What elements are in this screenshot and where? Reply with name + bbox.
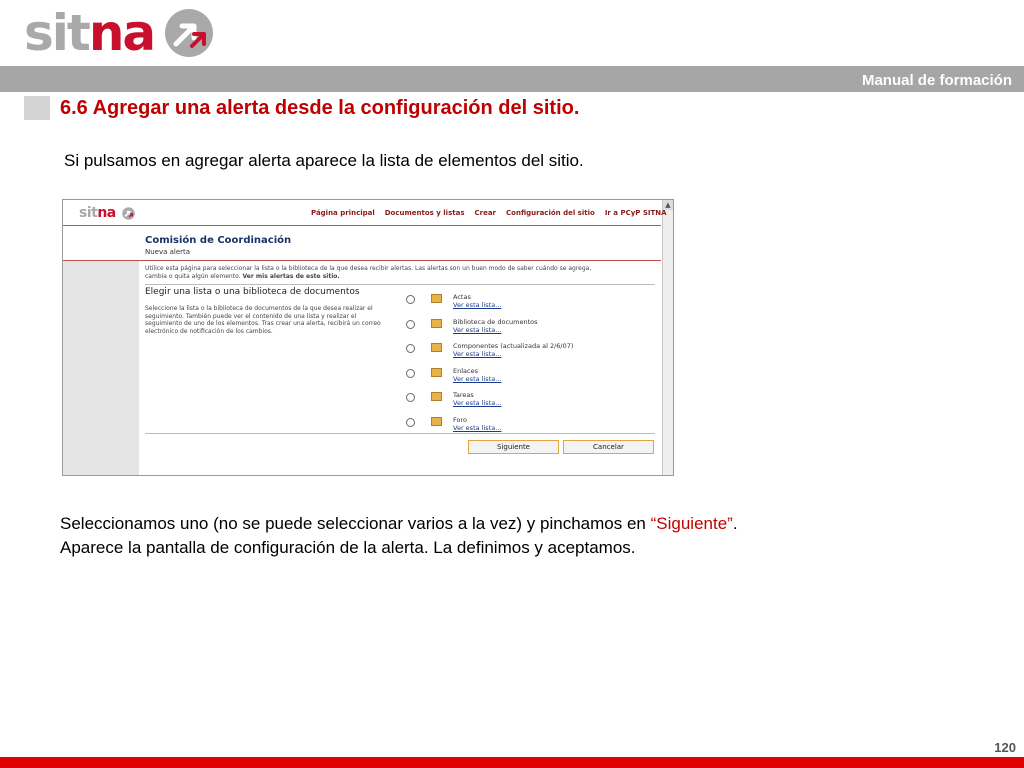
- screenshot-logo-arrow-icon: [122, 207, 135, 220]
- list-name: Componentes (actualizada al 2/6/07): [453, 342, 574, 350]
- instructions-text: [60, 512, 738, 560]
- view-list-link[interactable]: Ver esta lista...: [453, 301, 502, 309]
- view-list-link[interactable]: Ver esta lista...: [453, 423, 502, 432]
- list-radio[interactable]: [406, 393, 415, 402]
- my-alerts-link[interactable]: Ver mis alertas de este sitio.: [242, 273, 340, 280]
- links-icon: [431, 368, 442, 377]
- intro-text: Si pulsamos en agregar alerta aparece la lista de elementos del sitio.: [64, 151, 584, 170]
- section-divider: [145, 284, 655, 285]
- footer-bar: [0, 757, 1024, 768]
- buttons-divider: [145, 433, 655, 434]
- sitna-logo: [24, 4, 214, 62]
- list-radio[interactable]: [406, 344, 415, 353]
- page-number: 120: [994, 740, 1016, 755]
- screenshot-logo: sitna: [79, 205, 135, 221]
- list-name: Enlaces: [453, 366, 478, 375]
- header-band: [0, 66, 1024, 92]
- screenshot-left-panel: [63, 260, 139, 475]
- embedded-screenshot: [62, 199, 674, 476]
- page-subtitle: Nueva alerta: [145, 248, 191, 256]
- nav-documents-link[interactable]: Documentos y listas: [384, 209, 465, 217]
- nav-divider: [63, 225, 661, 226]
- view-list-link[interactable]: Ver esta lista...: [453, 350, 502, 358]
- logo-text: sitna: [24, 4, 155, 62]
- screenshot-top-nav: [311, 209, 667, 217]
- nav-site-settings-link[interactable]: Configuración del sitio: [506, 209, 595, 217]
- section-description: Seleccione la lista o la biblioteca de documentos de la que desea realizar el seguimiento. También puede ver el contenido de una lista y realizar el seguimiento de uno de los elementos. Tras crear una alerta, recibirá un correo electrónico de notificación de los cambios.: [145, 305, 381, 335]
- scroll-up-icon[interactable]: ▲: [663, 200, 673, 210]
- list-name: Actas: [453, 293, 471, 301]
- document-library-icon: [431, 319, 442, 328]
- view-list-link[interactable]: Ver esta lista...: [453, 325, 502, 334]
- slide-title: 6.6 Agregar una alerta desde la configuración del sitio.: [60, 97, 580, 119]
- nav-pcyp-link[interactable]: Ir a PCyP SITNA: [604, 209, 667, 217]
- next-button[interactable]: Siguiente: [468, 440, 559, 454]
- list-radio[interactable]: [406, 320, 415, 329]
- instructions-line-2: Aparece la pantalla de configuración de la alerta. La definimos y aceptamos.: [60, 538, 636, 557]
- document-library-icon: [431, 294, 442, 303]
- nav-home-link[interactable]: Página principal: [311, 209, 375, 217]
- logo-arrow-icon: [164, 8, 214, 58]
- screenshot-scrollbar[interactable]: [662, 200, 673, 475]
- instructions-line-1: Seleccionamos uno (no se puede seleccionar varios a la vez) y pinchamos en “Siguiente”.: [60, 514, 738, 533]
- list-name: Foro: [453, 415, 467, 424]
- screenshot-page-header: [145, 235, 291, 256]
- manual-label: Manual de formación: [861, 72, 1012, 89]
- section-title: Elegir una lista o una biblioteca de documentos: [145, 287, 360, 297]
- header-divider: [63, 260, 661, 261]
- cancel-button[interactable]: Cancelar: [563, 440, 654, 454]
- forum-icon: [431, 417, 442, 426]
- page-description: Utilice esta página para seleccionar la lista o la biblioteca de la que desea recibir alertas. Las alertas son un buen modo de saber cuándo se agrega, cambia o quita algún elemento. Ver mis alertas de este sitio.: [145, 265, 592, 280]
- siguiente-highlight: “Siguiente”: [650, 514, 733, 533]
- title-marker: [24, 96, 50, 120]
- list-radio[interactable]: [406, 295, 415, 304]
- view-list-link[interactable]: Ver esta lista...: [453, 374, 502, 383]
- list-radio[interactable]: [406, 418, 415, 427]
- list-name: Biblioteca de documentos: [453, 317, 538, 326]
- list-name: Tareas: [453, 391, 474, 399]
- site-name: Comisión de Coordinación: [145, 235, 292, 246]
- nav-create-link[interactable]: Crear: [474, 209, 497, 217]
- tasks-icon: [431, 392, 442, 401]
- list-icon: [431, 343, 442, 352]
- list-radio[interactable]: [406, 369, 415, 378]
- view-list-link[interactable]: Ver esta lista...: [453, 399, 502, 407]
